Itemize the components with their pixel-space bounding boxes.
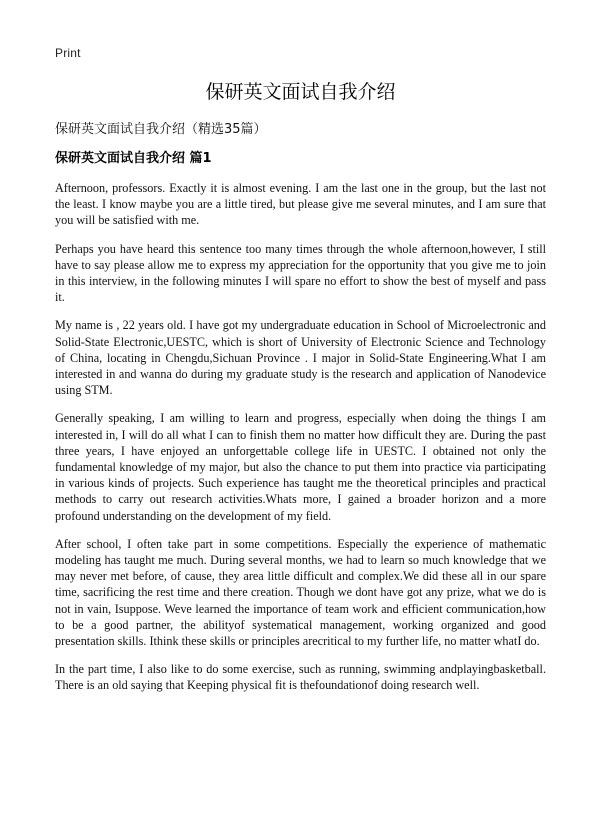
paragraph-hobbies: In the part time, I also like to do some exercise, such as running, swimming andplayingbasketball. There is an old saying that Keeping physical fit is thefoundationof doing research well. [55,662,546,693]
paragraph-study-experience: Generally speaking, I am willing to learn and progress, especially when doing the things I am interested in, I will do all what I can to finish them no matter how difficult they are. During the past three years, I have enjoyed an unforgettable college life in UESTC. I obtained not only the fundamental knowledge of my major, but also the chance to put them into practice via participating in various kinds of projects. Such experience has taught me the theoretical principles and practical methods to carry out research activities.Whats more, I gained a broader horizon and a more profound understanding on the development of my field. [55,411,546,523]
paragraph-competitions: After school, I often take part in some competitions. Especially the experience of mathematic modeling has taught me much. During several months, we had to learn so much knowledge that we may never met before, of cause, they area little difficult and complex.We did these all in our spare time, sacrificing the rest time and there creation. Though we dont have got any prize, what we do is not in vain, Isuppose. Weve learned the importance of team work and efficient communication,how to be a good partner, the abilityof systematical management, working organized and good presentation skills. Ithink these skills or principles arecritical to my further life, no matter whatI do. [55,536,546,649]
print-link[interactable]: Print [55,46,81,60]
section-heading: 保研英文面试自我介绍 篇1 [55,151,212,166]
paragraph-background: My name is , 22 years old. I have got my undergraduate education in School of Microelectronic and Solid-State Electronic,UESTC, which is short of University of Electronic Science and Technology of China, locating in Chengdu,Sichuan Province . I major in Solid-State Engineering.What I am interested in and wanna do during my graduate study is the research and application of Nanodevice using STM. [55,318,546,398]
paragraph-greeting: Afternoon, professors. Exactly it is almost evening. I am the last one in the group, but the last not the least. I know maybe you are a little tired, but please give me several minutes, and I am sure that you will be satisfied with me. [55,181,546,228]
article-body [55,180,546,706]
document-subtitle: 保研英文面试自我介绍（精选35篇） [55,122,267,137]
document-title: 保研英文面试自我介绍 [205,81,396,103]
paragraph-appreciation: Perhaps you have heard this sentence too many times through the whole afternoon,however, I still have to say please allow me to express my appreciation for the opportunity that you give me to join in this interview, in the following minutes I will spare no effort to show the best of myself and pass it. [55,241,546,305]
